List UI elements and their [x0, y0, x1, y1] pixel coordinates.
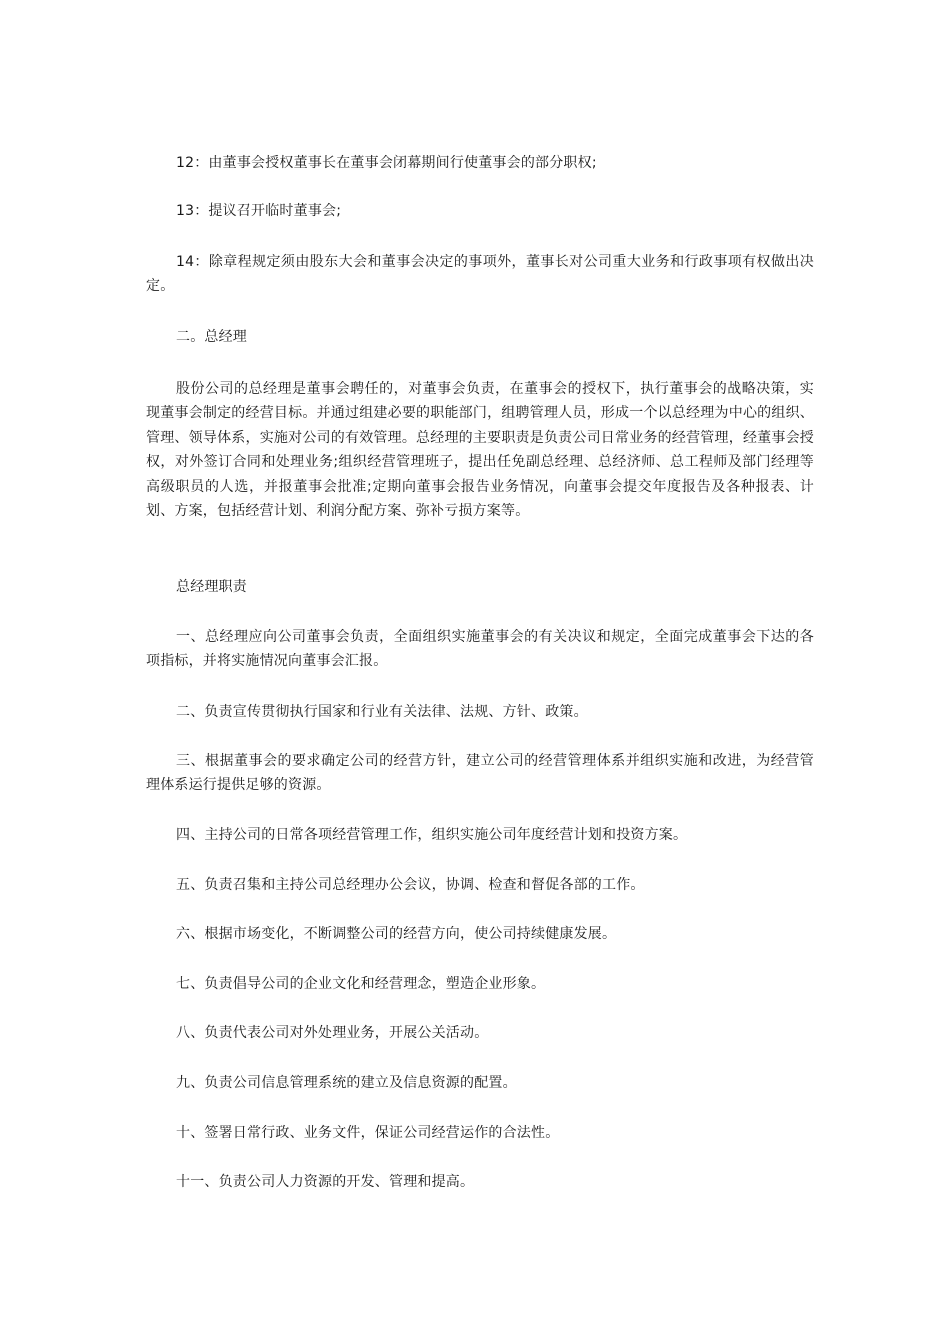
duty-item-1: 一、总经理应向公司董事会负责，全面组织实施董事会的有关决议和规定，全面完成董事会下达的各项指标，并将实施情况向董事会汇报。: [146, 629, 814, 670]
duty-item-10: 十、签署日常行政、业务文件，保证公司经营运作的合法性。: [176, 1125, 560, 1141]
paragraph-general-manager-description: 股份公司的总经理是董事会聘任的，对董事会负责，在董事会的授权下，执行董事会的战略决策，实现董事会制定的经营目标。并通过组建必要的职能部门，组聘管理人员，形成一个以总经理为中心的组织、管理、领导体系，实施对公司的有效管理。总经理的主要职责是负责公司日常业务的经营管理，经董事会授权，对外签订合同和处理业务;组织经营管理班子，提出任免副总经理、总经济师、总工程师及部门经理等高级职员的人选，并报董事会批准;定期向董事会报告业务情况，向董事会提交年度报告及各种报表、计划、方案，包括经营计划、利润分配方案、弥补亏损方案等。: [146, 381, 814, 520]
duty-item-9: 九、负责公司信息管理系统的建立及信息资源的配置。: [176, 1075, 517, 1091]
duty-item-4: 四、主持公司的日常各项经营管理工作，组织实施公司年度经营计划和投资方案。: [176, 827, 688, 843]
paragraph-item-12: 12：由董事会授权董事长在董事会闭幕期间行使董事会的部分职权;: [176, 155, 597, 171]
duty-item-6: 六、根据市场变化，不断调整公司的经营方向，使公司持续健康发展。: [176, 926, 617, 942]
duty-item-7: 七、负责倡导公司的企业文化和经营理念，塑造企业形象。: [176, 976, 546, 992]
duty-item-3: 三、根据董事会的要求确定公司的经营方针，建立公司的经营管理体系并组织实施和改进，为经营管理体系运行提供足够的资源。: [146, 753, 814, 794]
section-heading-general-manager: 二。总经理: [176, 329, 247, 345]
paragraph-item-14: 14：除章程规定须由股东大会和董事会决定的事项外，董事长对公司重大业务和行政事项有权做出决定。: [146, 254, 814, 295]
duty-item-5: 五、负责召集和主持公司总经理办公会议，协调、检查和督促各部的工作。: [176, 877, 645, 893]
duty-item-11: 十一、负责公司人力资源的开发、管理和提高。: [176, 1174, 475, 1190]
paragraph-item-13: 13：提议召开临时董事会;: [176, 203, 342, 219]
duty-item-2: 二、负责宣传贯彻执行国家和行业有关法律、法规、方针、政策。: [176, 704, 588, 720]
duty-item-8: 八、负责代表公司对外处理业务，开展公关活动。: [176, 1025, 489, 1041]
section-heading-general-manager-duties: 总经理职责: [176, 579, 247, 595]
